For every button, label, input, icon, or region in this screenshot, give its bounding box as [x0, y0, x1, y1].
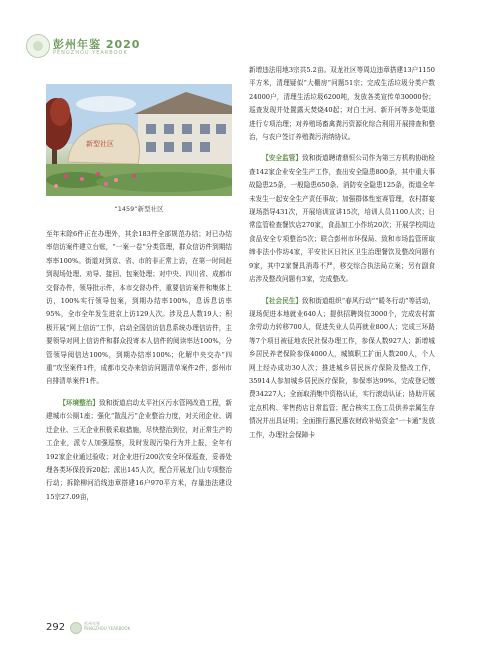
footer-book-name	[84, 621, 130, 631]
paragraph-livelihood-text: 致和街道组织“春风行动”“暖冬行动”等活动，现场促进本地就业640人；提供招聘岗位3000个，完成农村富余劳动力转移700人，促进失业人员再就业800人；完成三环路等7个项目被征地农民社保办理工作，参保人数927人；新增城乡居民养老保险参保4000人，城镇职工扩面人数200人，个人网上经办成功30人次；推进城乡居民医疗保险及整改工作，35914人参加城乡居民医疗保险，参保率达99%，完成登记缴费34227人；全面取消集中资格认证，实行滚动认证；协助开展定点机构、零售药店日常监管；配合核实工伤工员供养亲属生存情况并出具证明；全面推行惠民惠农财政补贴资金“一卡通”发放工作，办理社会保障卡	[249, 296, 435, 439]
paragraph-safety	[249, 152, 435, 286]
footer-book-name-en: PENGZHOU YEARBOOK	[84, 626, 131, 631]
paragraph-petition: 至年末除6件正在办理外，其余183件全部规范办结；对已办结率信访案件建立台账，“一案一卷”分类管理，群众信访件到期结率率100%。街道对到京、省、市的非正常上访，在第一时间赶到现场处理、劝导、接回、包案处理；对中央、四川省、成都市交督办件，领导批示件，本市交督办件，重要信访案件和集体上访，100%实行领导包案，到期办结率100%，息诉息访率95%，全市全年发生进京上访129人次。涉及总人数19人；积极开展“网上信访”工作，启动全国信访信息系统办理信访件，主要领导对网上信访件和群众投寄本人信件的阅读率达100%，分管领导阅信达100%，到期办结率100%；化解中央交办“四重”攻坚案件1件，成都市交办来信访问题清单案件2件，彭州市自排清单案件1件。	[46, 230, 232, 386]
page-footer	[0, 618, 480, 644]
section-tag-environment: 【环境整治】	[59, 398, 100, 407]
stone-inscription: 新型社区	[86, 140, 114, 148]
footer-logo-icon	[70, 622, 82, 634]
paragraph-environment	[46, 397, 232, 504]
page-number: 292	[46, 622, 66, 633]
paragraph-environment-text: 致和街道启动太平社区污水管网改造工程，新建城市公厕1座；强化“散乱污”企业整治力度，对关闭企业、调迁企业、三无企业积极采取措施，尽快整治到位，对正常生产的工企业，派专人加强巡察，及时发现污染行为并上报，全年有192家企业通过验收；对企业进行200次安全环保巡查，妥善处理各类环保投诉20起；派出145人次，配合开展龙门山专项整治行动；拆除柳河沿线违章搭建16户970平方米，存量违法建设15宗27.09亩，	[46, 398, 233, 501]
footer-book-name-cn: 彭州年鉴	[84, 621, 100, 626]
paragraph-environment-cont: 新增违法用地3宗共5.2亩。双龙社区等周边违章搭建13户1150平方米，清理疑似“大棚房”问题51宗；完成生活垃圾分类户数24000户，清理生活垃圾6200吨，发放各类宣传单30000份；巡查发现并处置露天焚烧40起；对白土河、新开河等多处渠道进行专项治理；对养殖场畜禽粪污资源化综合利用开展排查和整治，与农户签订养殖粪污消纳协议。	[249, 66, 435, 142]
community-photo-illustration	[46, 84, 232, 196]
community-photo	[46, 84, 232, 196]
yearbook-subtitle: PENGZHOU YEARBOOK	[53, 50, 128, 56]
left-column	[46, 228, 232, 504]
paragraph-safety-text: 致和街道聘请鼎恒公司作为第三方机构协助检查142家企业安全生产工作，查出安全隐患800条，其中重大事故隐患25条，一般隐患650条、消防安全隐患125条，街道全年未发生一起安全生产责任事故；加强群体性室赛管理，农村群宴现场指导431次，开展培训宣讲15次，培训人员1100人次；日常监管检查餐饮店270家，食品加工小作坊20次；开展学校周边食品安全专项整治5次；联合彭州市环保局、致和市场监管所取缔非法小作坊4家，平安社区日社区卫生治理餐饮及整改问题有9家，其中2家餐具消毒不严，移交综合执法局立案；另有副食店涉及整改问题有3家，完成整改。	[249, 154, 436, 284]
page-header	[0, 0, 480, 60]
yearbook-title: 彭州年鉴 2020	[53, 38, 141, 51]
right-column	[249, 64, 435, 442]
yearbook-logo-icon	[26, 34, 50, 58]
section-tag-safety: 【安全监管】	[262, 154, 303, 163]
paragraph-livelihood	[249, 295, 435, 442]
photo-caption: “1459”新型社区	[114, 205, 164, 213]
section-tag-livelihood: 【社会民生】	[262, 296, 302, 305]
